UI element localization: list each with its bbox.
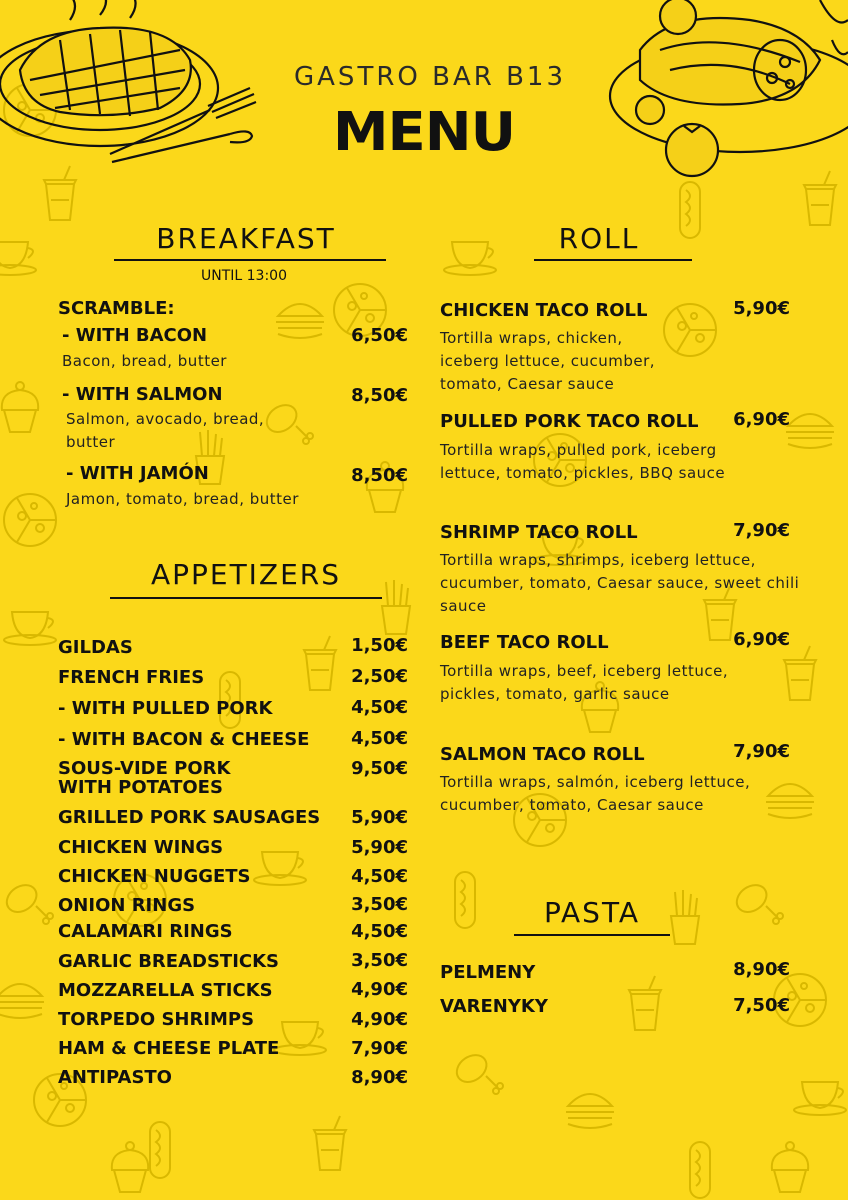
pasta-item-name: PELMENY	[440, 962, 536, 983]
appetizer-item-name: GILDAS	[58, 637, 133, 658]
appetizer-item-price: 4,50€	[351, 921, 408, 942]
appetizer-item-price: 4,90€	[351, 1009, 408, 1030]
appetizer-item-name: HAM & CHEESE PLATE	[58, 1038, 280, 1059]
breakfast-item-description: Jamon, tomato, bread, butter	[66, 490, 299, 508]
roll-divider	[534, 259, 692, 261]
appetizer-item-price: 5,90€	[351, 807, 408, 828]
roll-item-price: 6,90€	[733, 629, 790, 650]
roll-item-name: SALMON TACO ROLL	[440, 744, 645, 765]
appetizers-heading: APPETIZERS	[150, 558, 342, 591]
roll-item-description: Tortilla wraps, pulled pork, iceberg lettuce, tomato, pickles, BBQ sauce	[440, 441, 726, 482]
roll-item-price: 7,90€	[733, 741, 790, 762]
appetizer-item-price: 4,50€	[351, 728, 408, 749]
menu-title: MENU	[332, 101, 516, 164]
breakfast-item-description: Bacon, bread, butter	[62, 352, 227, 370]
roll-item-name: SHRIMP TACO ROLL	[440, 522, 638, 543]
appetizer-item-name: CALAMARI RINGS	[58, 921, 233, 942]
appetizer-item-price: 7,90€	[351, 1038, 408, 1059]
pasta-item-name: VARENYKY	[440, 996, 548, 1017]
roll-item-name: CHICKEN TACO ROLL	[440, 300, 648, 321]
appetizer-item-price: 1,50€	[351, 635, 408, 656]
pasta-item-price: 8,90€	[733, 959, 790, 980]
appetizer-item-price: 4,50€	[351, 866, 408, 887]
roll-item-description: Tortilla wraps, chicken, iceberg lettuce, cucumber, tomato, Caesar sauce	[440, 329, 656, 393]
roll-item-price: 6,90€	[733, 409, 790, 430]
appetizer-item-price: 5,90€	[351, 837, 408, 858]
appetizer-item-name: TORPEDO SHRIMPS	[58, 1009, 255, 1030]
appetizer-item-name: CHICKEN WINGS	[58, 837, 224, 858]
roll-item-description: Tortilla wraps, shrimps, iceberg lettuce, cucumber, tomato, Caesar sauce, sweet chili sauce	[440, 551, 800, 615]
appetizer-item-price: 3,50€	[351, 894, 408, 915]
breakfast-item-price: 6,50€	[351, 325, 408, 346]
roll-item-name: BEEF TACO ROLL	[440, 632, 609, 653]
breakfast-item-price: 8,50€	[351, 465, 408, 486]
breakfast-heading: BREAKFAST	[156, 222, 336, 255]
roll-item-price: 7,90€	[733, 520, 790, 541]
appetizer-item-price: 2,50€	[351, 666, 408, 687]
appetizers-divider	[110, 597, 382, 599]
breakfast-item-name: - WITH JAMÓN	[66, 463, 209, 484]
pasta-divider	[514, 934, 670, 936]
appetizer-item-name: ANTIPASTO	[58, 1067, 172, 1088]
breakfast-item-name: - WITH BACON	[62, 325, 208, 346]
roll-item-price: 5,90€	[733, 298, 790, 319]
restaurant-name: GASTRO BAR B13	[294, 62, 566, 92]
appetizer-item-name: CHICKEN NUGGETS	[58, 866, 251, 887]
roll-item-description: Tortilla wraps, salmón, iceberg lettuce, cucumber, tomato, Caesar sauce	[440, 773, 751, 814]
appetizer-item-name: GARLIC BREADSTICKS	[58, 951, 280, 972]
breakfast-divider	[114, 259, 386, 261]
appetizer-item-name: ONION RINGS	[58, 895, 196, 916]
pasta-heading: PASTA	[543, 896, 641, 929]
breakfast-item-name: - WITH SALMON	[62, 384, 223, 405]
appetizer-item-name: - WITH BACON & CHEESE	[58, 729, 310, 750]
pasta-item-price: 7,50€	[733, 995, 790, 1016]
breakfast-item-description: Salmon, avocado, bread, butter	[66, 410, 265, 451]
roll-item-description: Tortilla wraps, beef, iceberg lettuce, pickles, tomato, garlic sauce	[440, 662, 729, 703]
scramble-label: SCRAMBLE:	[58, 298, 175, 319]
appetizer-item-name: SOUS-VIDE PORK WITH POTATOES	[58, 758, 231, 798]
breakfast-hours: UNTIL 13:00	[201, 268, 287, 284]
roll-item-name: PULLED PORK TACO ROLL	[440, 411, 699, 432]
appetizer-item-price: 8,90€	[351, 1067, 408, 1088]
appetizer-item-name: MOZZARELLA STICKS	[58, 980, 273, 1001]
breakfast-item-price: 8,50€	[351, 385, 408, 406]
appetizer-item-name: - WITH PULLED PORK	[58, 698, 273, 719]
appetizer-item-name: GRILLED PORK SAUSAGES	[58, 807, 321, 828]
appetizer-item-price: 9,50€	[351, 758, 408, 779]
appetizer-item-name: FRENCH FRIES	[58, 667, 205, 688]
appetizer-item-price: 4,50€	[351, 697, 408, 718]
appetizer-item-price: 3,50€	[351, 950, 408, 971]
roll-heading: ROLL	[558, 222, 640, 255]
appetizer-item-price: 4,90€	[351, 979, 408, 1000]
